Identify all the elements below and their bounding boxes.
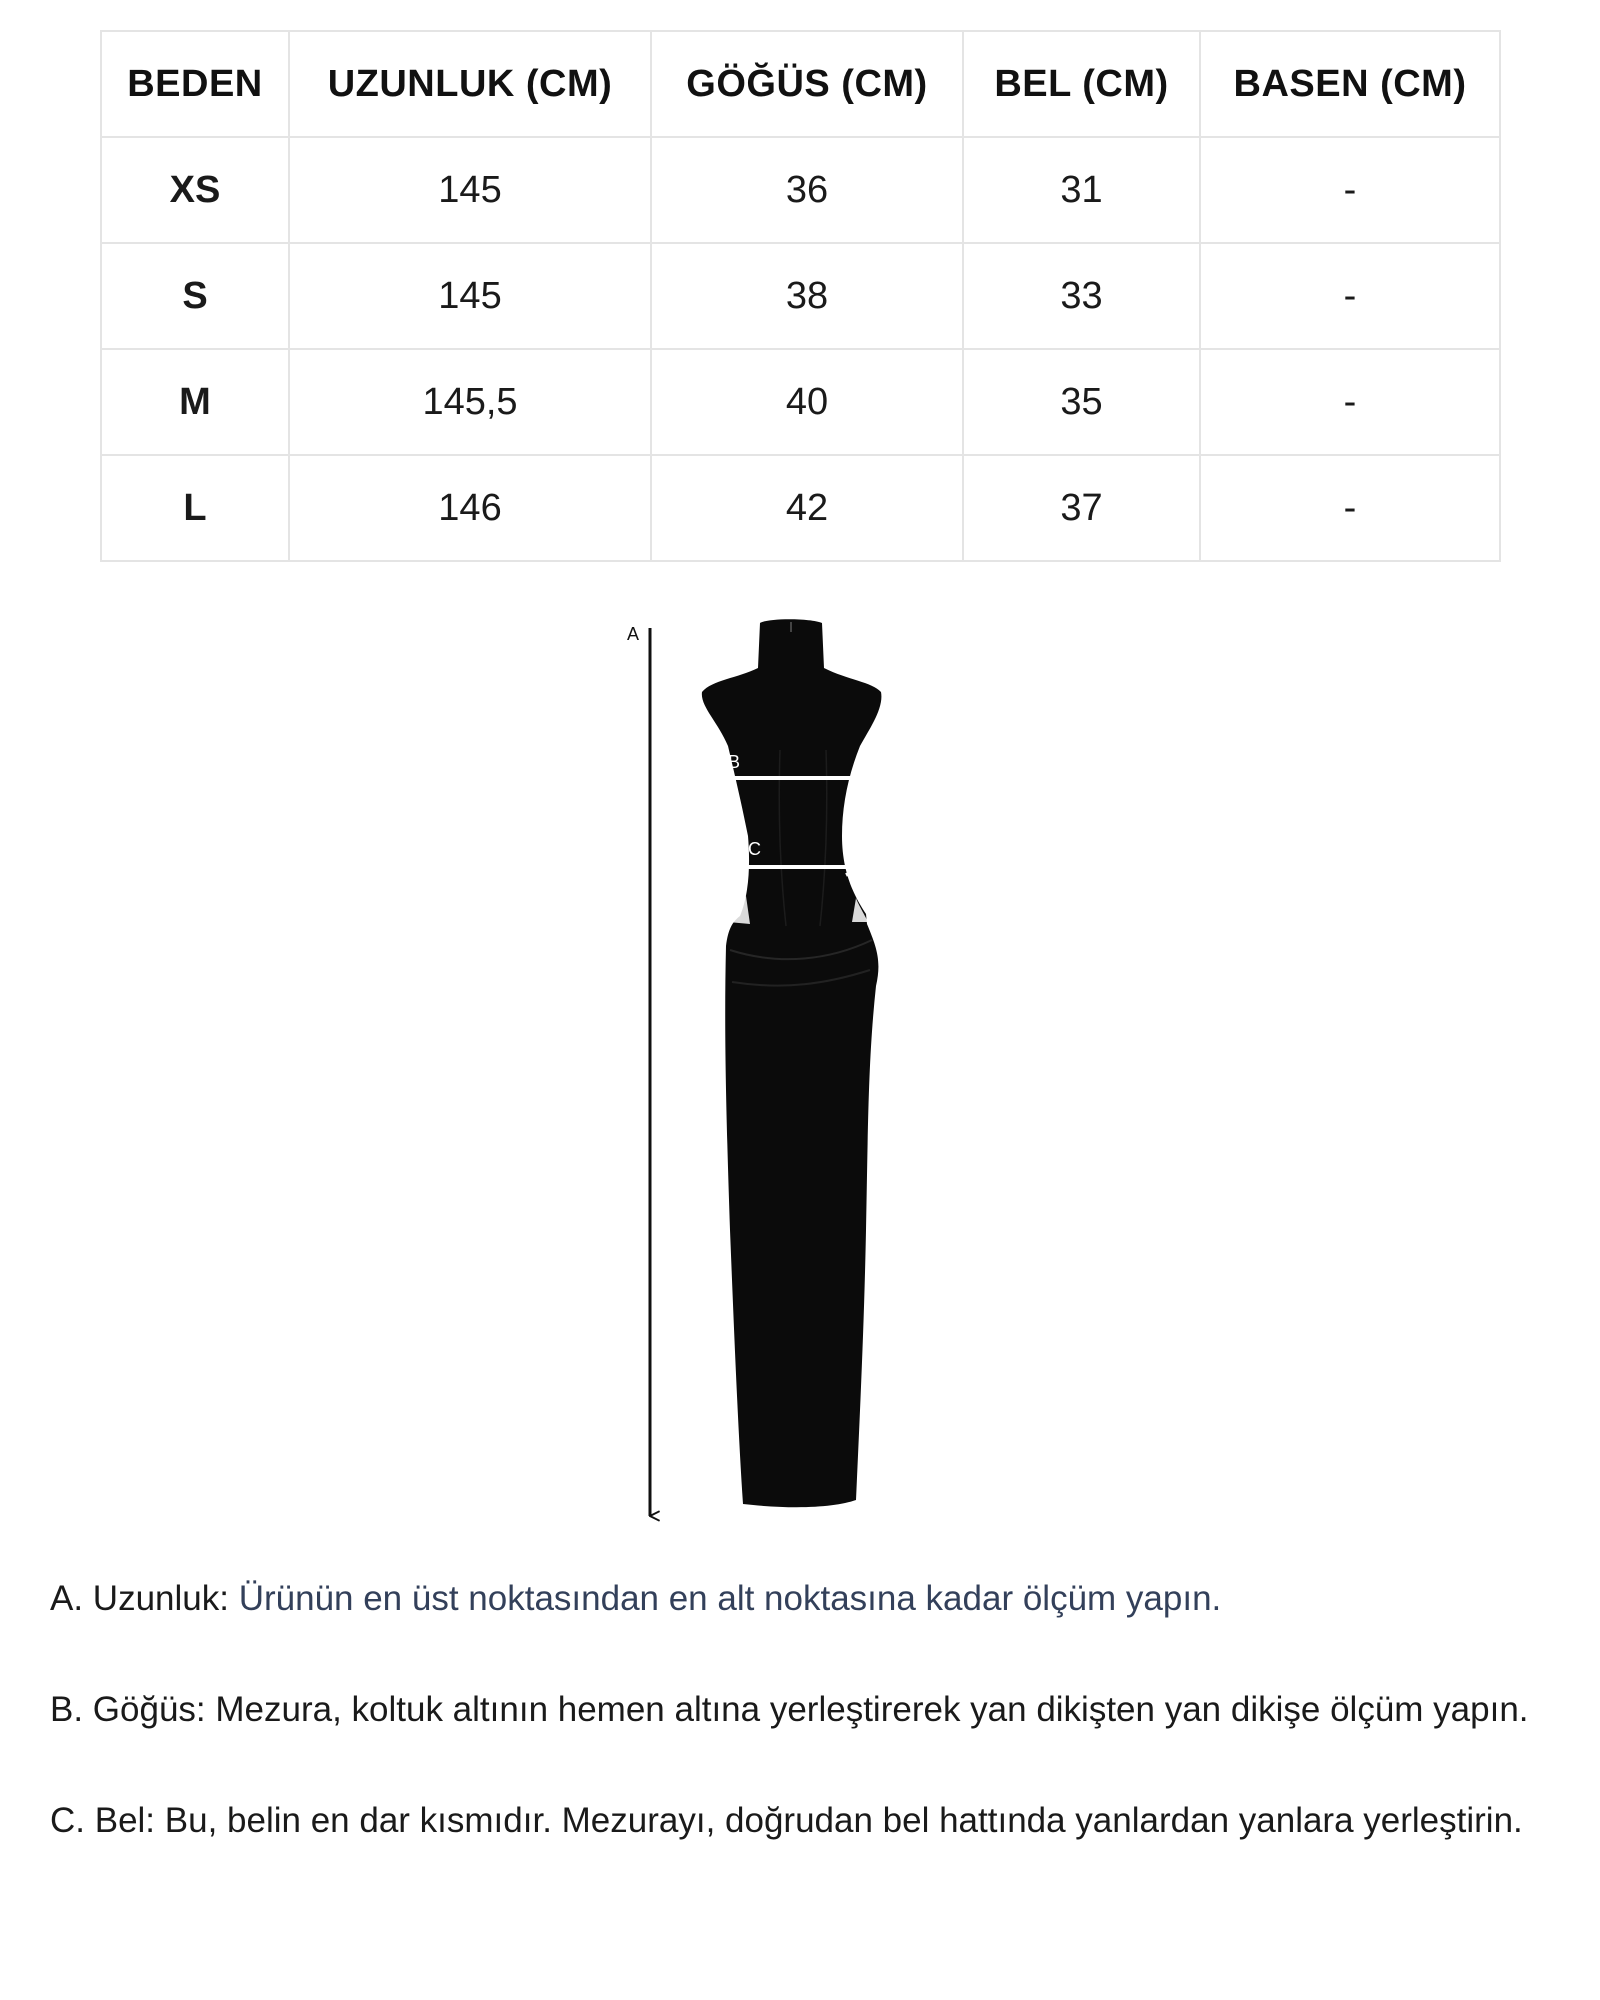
cell-size: S xyxy=(101,243,289,349)
header-waist: BEL (CM) xyxy=(963,31,1200,137)
table-row xyxy=(101,137,1500,243)
cell-size: M xyxy=(101,349,289,455)
table-row xyxy=(101,455,1500,561)
header-length: UZUNLUK (CM) xyxy=(289,31,651,137)
size-chart-table xyxy=(100,30,1501,562)
cell-waist: 35 xyxy=(963,349,1200,455)
desc-length xyxy=(50,1565,1550,1632)
cell-hip: - xyxy=(1200,137,1500,243)
dress-diagram-svg xyxy=(600,610,1020,1530)
cell-chest: 36 xyxy=(651,137,963,243)
cell-hip: - xyxy=(1200,349,1500,455)
cell-length: 145 xyxy=(289,243,651,349)
desc-length-label: A. Uzunluk: xyxy=(50,1579,229,1618)
desc-chest-label: B. Göğüs: xyxy=(50,1690,206,1729)
desc-waist xyxy=(50,1787,1550,1854)
cell-waist: 31 xyxy=(963,137,1200,243)
dress-measurement-diagram xyxy=(600,610,1020,1530)
label-a: A xyxy=(627,624,640,644)
cell-size: XS xyxy=(101,137,289,243)
cell-length: 145 xyxy=(289,137,651,243)
cell-hip: - xyxy=(1200,243,1500,349)
cell-size: L xyxy=(101,455,289,561)
cell-hip: - xyxy=(1200,455,1500,561)
desc-chest xyxy=(50,1676,1550,1743)
cell-waist: 37 xyxy=(963,455,1200,561)
cell-chest: 42 xyxy=(651,455,963,561)
cell-chest: 38 xyxy=(651,243,963,349)
header-chest: GÖĞÜS (CM) xyxy=(651,31,963,137)
table-header-row xyxy=(101,31,1500,137)
cell-length: 145,5 xyxy=(289,349,651,455)
cell-length: 146 xyxy=(289,455,651,561)
table-row xyxy=(101,243,1500,349)
desc-waist-text: Bu, belin en dar kısmıdır. Mezurayı, doğrudan bel hattında yanlardan yanlara yerleştirin. xyxy=(164,1801,1523,1840)
desc-length-text: Ürünün en üst noktasından en alt noktasına kadar ölçüm yapın. xyxy=(238,1579,1222,1618)
cell-chest: 40 xyxy=(651,349,963,455)
table-row xyxy=(101,349,1500,455)
measurement-descriptions xyxy=(50,1565,1550,1898)
header-size: BEDEN xyxy=(101,31,289,137)
header-hip: BASEN (CM) xyxy=(1200,31,1500,137)
label-c: C xyxy=(748,839,761,859)
desc-chest-text: Mezura, koltuk altının hemen altına yerleştirerek yan dikişten yan dikişe ölçüm yapın. xyxy=(215,1690,1529,1729)
label-b: B xyxy=(728,752,741,772)
cell-waist: 33 xyxy=(963,243,1200,349)
desc-waist-label: C. Bel: xyxy=(50,1801,156,1840)
